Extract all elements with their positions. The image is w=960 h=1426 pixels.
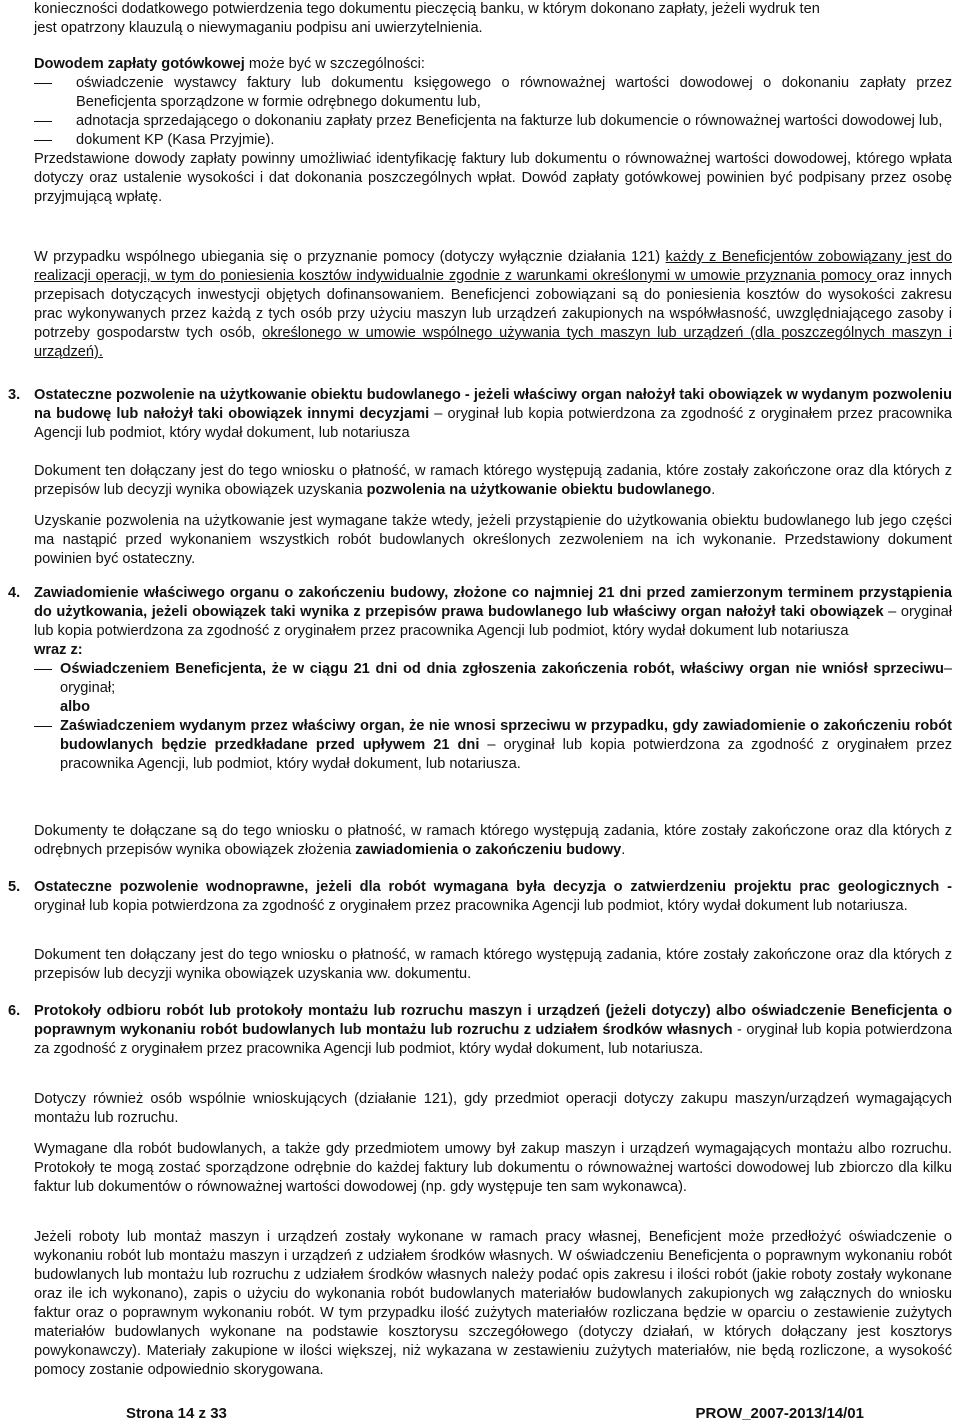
text: oryginał lub kopia potwierdzona za zgodność z oryginałem przez pracownika Agencji lub podmiot, który wydał dokument lub notariusza.	[34, 898, 908, 914]
paragraph	[34, 462, 952, 500]
section-number: 5.	[8, 879, 21, 895]
albo-label: albo	[60, 699, 90, 715]
paragraph	[34, 822, 952, 860]
dash-bullet	[34, 669, 52, 670]
section-heading	[34, 584, 952, 641]
bold-phrase: Zawiadomienie właściwego organu o zakończeniu budowy, złożone co najmniej 21 dni przed zamierzonym terminem przystąpienia do użytkowania, jeżeli obowiązek taki wynika z przepisów prawa budowlanego lub właściwy organ nałożył taki obowiązek	[34, 585, 952, 620]
section-heading	[34, 386, 952, 443]
page-footer	[126, 1404, 864, 1424]
cash-proof-intro	[34, 55, 952, 74]
bold-phrase: pozwolenia na użytkowanie obiektu budowlanego	[366, 482, 712, 498]
section-number: 4.	[8, 585, 21, 601]
list-item	[34, 131, 952, 150]
bold-phrase: Dowodem zapłaty gotówkowej	[34, 56, 245, 72]
bold-phrase: zawiadomienia o zakończeniu budowy	[355, 842, 622, 858]
text: – oryginał;	[60, 661, 952, 696]
list-item	[34, 74, 952, 112]
section-4	[8, 584, 952, 774]
bold-phrase: Zaświadczeniem wydanym przez właściwy organ, że nie wnosi sprzeciwu w przypadku, gdy zawiadomienie o zakończeniu robót budowlanych będzie przedkładane przed upływem 21 dni	[60, 718, 952, 753]
wraz-label: wraz z:	[34, 642, 83, 658]
underlined-phrase: określonego w umowie wspólnego używania tych maszyn lub urządzeń (dla poszczególnych maszyn i urządzeń).	[34, 325, 953, 360]
text: .	[621, 842, 626, 858]
dash-bullet	[34, 140, 52, 141]
bold-phrase: Oświadczeniem Beneficjenta, że w ciągu 21 dni od dnia zgłoszenia zakończenia robót, właściwy organ nie wniósł sprzeciwu	[60, 661, 944, 677]
section-number: 6.	[8, 1003, 21, 1019]
text: oraz innych przepisach dotyczących inwestycji objętych dofinansowaniem. Beneficjenci zobowiązani są do poniesienia kosztów do wysokości zakresu prac wykonywanych przez każdą z tych osób przy użyciu maszyn lub urządzeń zakupionych na współwłasność, uwzględniającego zasoby i potrzeby gospodarstw tych osób,	[34, 268, 952, 341]
text: Dokumenty te dołączane są do tego wniosku o płatność, w ramach którego występują zadania, które zostały zakończone oraz dla których z odrębnych przepisów wynika obowiązek złożenia	[34, 823, 952, 858]
list-item-text: adnotacja sprzedającego o dokonaniu zapłaty przez Beneficjenta na fakturze lub dokumencie o równoważnej wartości dowodowej lub,	[76, 113, 943, 129]
paragraph-text: Dotyczy również osób wspólnie wnioskujących (działanie 121), gdy przedmiot operacji dotyczy zakupu maszyn/urządzeń wymagających montażu lub rozruchu.	[34, 1091, 952, 1126]
text: Dokument ten dołączany jest do tego wniosku o płatność, w ramach którego występują zadania, które zostały zakończone oraz dla których z przepisów lub decyzji wynika obowiązek uzyskania	[34, 463, 952, 498]
list-item	[34, 112, 952, 131]
list-item-text: dokument KP (Kasa Przyjmie).	[76, 132, 275, 148]
dash-bullet	[34, 83, 52, 84]
bold-phrase: Ostateczne pozwolenie wodnoprawne, jeżeli dla robót wymagana była decyzja o zatwierdzeniu projektu prac geologicznych -	[34, 879, 952, 895]
joint-application-paragraph	[34, 248, 952, 362]
section-3	[8, 386, 952, 443]
continuation-paragraph	[34, 0, 952, 38]
dash-bullet	[34, 121, 52, 122]
page-number: Strona 14 z 33	[126, 1405, 227, 1422]
text: – oryginał lub kopia potwierdzona za zgodność z oryginałem przez pracownika Agencji lub podmiot, który wydał dokument, lub notariusza	[34, 406, 952, 441]
text: może być w szczególności:	[244, 56, 425, 72]
text: – oryginał lub kopia potwierdzona za zgodność z oryginałem przez pracownika Agencji, lub podmiot, który wydał dokument, lub notariusza.	[60, 737, 952, 772]
document-code: PROW_2007-2013/14/01	[695, 1405, 864, 1422]
section-heading	[34, 1002, 952, 1059]
text: .	[711, 482, 716, 498]
paragraph	[34, 1090, 952, 1128]
paragraph-text: Wymagane dla robót budowlanych, a także gdy przedmiotem umowy był zakup maszyn i urządzeń wymagających montażu albo rozruchu. Protokoły te mogą zostać sporządzone odrębnie do każdej faktury lub dokumentu o równoważnej wartości dowodowej lub zbiorczo dla kilku faktur lub dokumentów o równoważnej wartości dowodowej (np. gdy występuje ten sam wykonawca).	[34, 1141, 952, 1195]
cash-proof-section	[34, 55, 952, 207]
dash-bullet	[34, 726, 52, 727]
text-line: jest opatrzony klauzulą o niewymaganiu podpisu ani uwierzytelnienia.	[34, 20, 483, 36]
underlined-phrase: każdy z Beneficjentów zobowiązany jest do realizacji operacji, w tym do poniesienia kosztów indywidualnie zgodnie z warunkami określonymi w umowie przyznania pomocy	[34, 249, 952, 284]
paragraph	[34, 512, 952, 569]
text: – oryginał lub kopia potwierdzona za zgodność z oryginałem przez pracownika Agencji lub podmiot, który wydał dokument lub notariusza	[34, 604, 952, 639]
paragraph	[34, 1140, 952, 1197]
list-item	[34, 717, 952, 774]
section-5	[8, 878, 952, 916]
list-item-text: oświadczenie wystawcy faktury lub dokumentu księgowego o równoważnej wartości dowodowej o dokonaniu zapłaty przez Beneficjenta sporządzone w formie odrębnego dokumentu lub,	[76, 75, 952, 110]
list-item	[34, 660, 952, 698]
paragraph-text: Jeżeli roboty lub montaż maszyn i urządzeń zostały wykonane w ramach pracy własnej, Beneficjent może przedłożyć oświadczenie o wykonaniu robót lub montażu maszyn i urządzeń z udziałem środków własnych. W oświadczeniu Beneficjenta o poprawnym wykonaniu robót budowlanych lub montażu lub rozruchu z udziałem środków własnych należy podać opis zakresu i ilości robót (jakie roboty zostały wykonane oraz ile ich wykonano), zapis o użyciu do wykonania robót budowlanych materiałów budowlanych zakupionych wg załącznych do wniosku faktur oraz o poprawnym wykonaniu robót. W tym przypadku ilość zużytych materiałów rozliczana będzie w oparciu o zestawienie zużytych materiałów budowlanych wykonane na podstawie kosztorysu szczegółowego (dotyczy działań, w których dołączany jest kosztorys powykonawczy). Materiały zakupione w ilości większej, niż wykazana w zestawieniu zużytych materiałów, nie będą rozliczone, a wysokość pomocy zostanie odpowiednio skorygowana.	[34, 1229, 952, 1378]
text: - oryginał lub kopia potwierdzona za zgodność z oryginałem przez pracownika Agencji lub podmiot, który wydał dokument, lub notariusza.	[34, 1022, 952, 1057]
paragraph-text: Dokument ten dołączany jest do tego wniosku o płatność, w ramach którego występują zadania, które zostały zakończone oraz dla których z przepisów lub decyzji wynika obowiązek uzyskania ww. dokumentu.	[34, 947, 952, 982]
paragraph	[34, 946, 952, 984]
paragraph: Przedstawione dowody zapłaty powinny umożliwiać identyfikację faktury lub dokumentu o równoważnej wartości dowodowej, którego wpłata dotyczy oraz ustalenie wysokości i dat dokonania poszczególnych wpłat. Dowód zapłaty gotówkowej powinien być podpisany przez osobę przyjmującą wpłatę.	[34, 151, 952, 205]
paragraph-text: Uzyskanie pozwolenia na użytkowanie jest wymagane także wtedy, jeżeli przystąpienie do użytkowania obiektu budowlanego lub jego części ma nastąpić przed wykonaniem wszystkich robót budowlanych określonych zezwoleniem na ich wykonanie. Przedstawiony dokument powinien być ostateczny.	[34, 513, 952, 567]
section-6	[8, 1002, 952, 1059]
bold-phrase: Ostateczne pozwolenie na użytkowanie obiektu budowlanego - jeżeli właściwy organ nałożył taki obowiązek w wydanym pozwoleniu na budowę lub nałożył taki obowiązek innymi decyzjami	[34, 387, 952, 422]
section-heading	[34, 878, 952, 916]
bold-phrase: Protokoły odbioru robót lub protokoły montażu lub rozruchu maszyn i urządzeń (jeżeli dotyczy) albo oświadczenie Beneficjenta o poprawnym wykonaniu robót budowlanych lub montażu lub rozruchu z udziałem środków własnych	[34, 1003, 952, 1038]
text-line: konieczności dodatkowego potwierdzenia tego dokumentu pieczęcią banku, w którym dokonano zapłaty, jeżeli wydruk ten	[34, 1, 820, 17]
section-number: 3.	[8, 387, 21, 403]
text: W przypadku wspólnego ubiegania się o przyznanie pomocy (dotyczy wyłącznie działania 121)	[34, 249, 666, 265]
paragraph	[34, 1228, 952, 1380]
